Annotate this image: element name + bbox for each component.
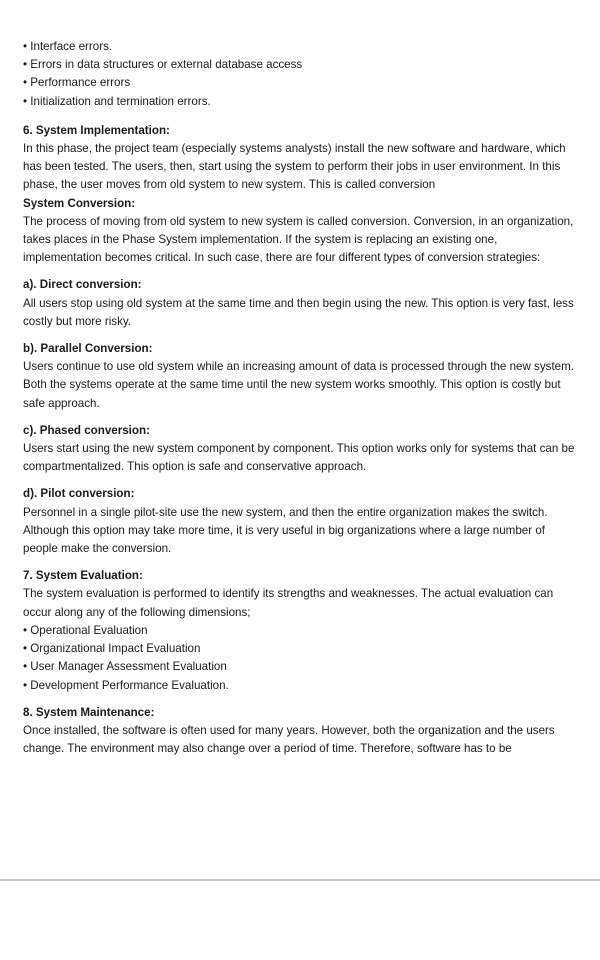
- section-body: Users continue to use old system while an increasing amount of data is processed through the new system. Both the systems operate at the same time until the new system works smoothly. This option is costly but safe approach.: [23, 360, 574, 410]
- sub-heading: b). Parallel Conversion:: [23, 342, 153, 356]
- sub-heading: a). Direct conversion:: [23, 278, 142, 292]
- section-system-maintenance: [23, 704, 575, 759]
- section-body: The process of moving from old system to new system is called conversion. Conversion, in an organization, takes places in the Phase System implementation. If the system is replacing an existing one, implementation becomes critical. In such case, there are four different types of conversion strategies:: [23, 214, 574, 265]
- sub-heading: c). Phased conversion:: [23, 423, 150, 437]
- section-heading: 8. System Maintenance:: [23, 705, 155, 719]
- section-body: In this phase, the project team (especially systems analysts) install the new software and hardware, which has been tested. The users, then, start using the system to perform their jobs in user environment. In this phase, the user moves from old system to new system. This is called conversion: [23, 142, 566, 192]
- bullet-item: • User Manager Assessment Evaluation: [23, 660, 227, 674]
- conversion-phased: [23, 422, 575, 477]
- sub-heading: System Conversion:: [23, 196, 136, 210]
- section-heading: 6. System Implementation:: [23, 123, 170, 137]
- bullet-item: • Initialization and termination errors.: [23, 94, 211, 108]
- section-system-evaluation: [23, 567, 575, 694]
- section-body: Personnel in a single pilot-site use the new system, and then the entire organization makes the switch. Although this option may take more time, it is very useful in big organizations where a large number of people make the conversion.: [23, 505, 548, 556]
- sub-heading: d). Pilot conversion:: [23, 487, 135, 501]
- document-content: [23, 38, 575, 758]
- conversion-direct: [23, 276, 575, 331]
- top-bullet-list: [23, 38, 575, 111]
- bullet-item: • Errors in data structures or external database access: [23, 58, 303, 72]
- bullet-item: • Performance errors: [23, 76, 131, 90]
- conversion-parallel: [23, 340, 575, 413]
- section-heading: 7. System Evaluation:: [23, 569, 143, 583]
- bullet-item: • Interface errors.: [23, 40, 113, 53]
- section-body: The system evaluation is performed to identify its strengths and weaknesses. The actual evaluation can occur along any of the following dimensions;: [23, 587, 554, 619]
- section-system-implementation: [23, 122, 575, 268]
- conversion-pilot: [23, 485, 575, 558]
- section-body: Users start using the new system component by component. This option works only for systems that can be compartmentalized. This option is safe and conservative approach.: [23, 442, 575, 474]
- bullet-item: • Operational Evaluation: [23, 623, 148, 637]
- blank-area: [0, 881, 600, 960]
- section-body: Once installed, the software is often used for many years. However, both the organization and the users change. The environment may also change over a period of time. Therefore, software has to be: [23, 723, 555, 756]
- bullet-item: • Organizational Impact Evaluation: [23, 642, 201, 656]
- section-body: All users stop using old system at the same time and then begin using the new. This option is very fast, less costly but more risky.: [23, 296, 574, 328]
- bullet-item: • Development Performance Evaluation.: [23, 678, 229, 692]
